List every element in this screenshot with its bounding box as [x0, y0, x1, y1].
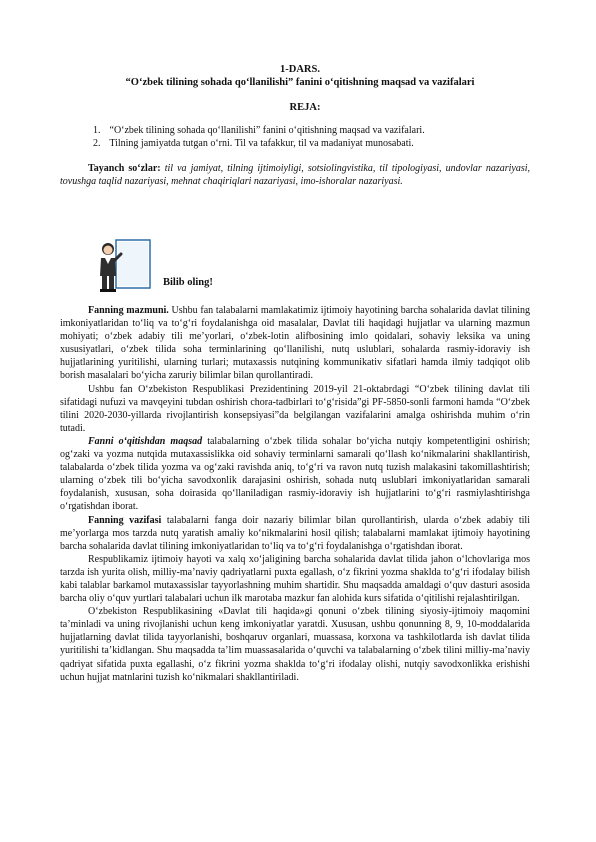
reading-person-illustration	[94, 236, 156, 294]
lesson-number: 1-DARS.	[280, 64, 320, 75]
plan-item-text: “O‘zbek tilining sohada qo‘llanilishi” fanini o‘qitishning maqsad va vazifalari.	[109, 125, 425, 136]
paragraph-law: O‘zbekiston Respublikasining «Davlat tili haqida»gi qonuni o‘zbek tilining siyosiy-ijtimoiy maqomini ta’minladi va uning rivojlanishi uchun keng imkoniyatlar yaratdi. Xususan, ushbu qonunning 8, 9, 10-moddalarida hujjatlarning davlat tilida tayyorlanishi, boshqaruv organlari, muassasa, korxona va tashkilotlarda ish davlat tilida yuritilishi ta’kidlangan. Shu maqsadda ta’lim muassasalarida o‘quvchi va talabalarning o‘zbek tilini milliy-ma’naviy qadriyat sifatida puxta egallashi, o‘z fikrini yozma shaklda to‘g‘ri ifodalay olishi, nutqiy savodxonlikka erishishi uchun hujjat matnlarini tuzish ko‘nikmalari shakllantiriladi.	[60, 606, 530, 683]
paragraph-lead: Fanning mazmuni.	[88, 305, 169, 316]
plan-heading: REJA:	[289, 102, 321, 113]
plan-item	[93, 138, 553, 149]
paragraph-lead: Fanning vazifasi	[88, 514, 162, 526]
paragraph-decree: Ushbu fan O‘zbekiston Respublikasi Prezidentining 2019-yil 21-oktabrdagi “O‘zbek tilining davlat tili sifatidagi nufuzi va mavqeyini tubdan oshirish chora-tadbirlari to‘g‘risida”gi PF-5850-sonli farmoni hamda “O‘zbek tilini 2020-2030-yillarda rivojlantirish konsepsiyasi”da belgilangan vazifalarini amalga oshirishda muhim o‘rin tutadi.	[60, 383, 530, 434]
plan-item-text: Tilning jamiyatda tutgan o‘rni. Til va tafakkur, til va madaniyat munosabati.	[109, 138, 414, 149]
plan-item-number: 1.	[93, 125, 101, 136]
plan-item-number: 2.	[93, 138, 101, 149]
main-text	[60, 304, 530, 684]
paragraph-text: talabalarning o‘zbek tilida sohalar bo‘yicha nutqiy kompetentligini oshirish; og‘zaki va yozma nutqida mutaxassislikka oid sohaviy terminlarni samarali qo‘llash ko‘nikmalarini shakllantirish, talabalarda o‘zbek tilida yozma va og‘zaki ravishda aniq, to‘g‘ri va ravon nutq tuzish malakasini takomillashtirish; ularning o‘zbek tili bo‘yicha savodxonlik darajasini oshirish, sohada nutq uslublari imkoniyatlaridan samarali foydalanish, xususan, soha doirasida qo‘llaniladigan rasmiy-idoraviy ish hujjatlarini to‘g‘ri rasmiylashtirishga o‘rgatishdan iborat.	[60, 435, 530, 513]
paragraph-content	[60, 304, 530, 383]
paragraph-lead: Fanni o‘qitishdan maqsad	[88, 435, 203, 447]
plan-item	[93, 125, 553, 136]
paragraph-tasks	[60, 514, 530, 553]
keywords-paragraph	[60, 162, 530, 188]
paragraph-text: talabalarni fanga doir nazariy bilimlar bilan qurollantirish, ularda o‘zbek adabiy tili me’yorlarga mos tarzda nutq yaratish amaliy ko‘nikmalarini hosil qilish; talabalarni mamlakat ijtimoiy hayotining barcha sohalarida davlat tilining imkoniyatlaridan to‘liq va to‘g‘ri foydalanishga o‘rgatishdan iborat.	[60, 514, 530, 552]
paragraph-requirements: Respublikamiz ijtimoiy hayoti va xalq xo‘jaligining barcha sohalarida davlat tilida jahon o‘lchovlariga mos tarzda ish yurita olish, milliy-ma’naviy qadriyatlarni puxta egallash, o‘z fikrini yozma shaklda to‘g‘ri ifodalay bilish kabi talablar barkamol mutaxassislar tayyorlashning muhim shartidir. Shu maqsadda amaldagi o‘quv dasturi asosida barcha oliy o‘quv yurtlari talabalari uchun ilk marotaba mazkur fan alohida kurs sifatida o‘qitilishi rejalashtirilgan.	[60, 553, 530, 605]
paragraph-goal	[60, 435, 530, 514]
lesson-title: “O‘zbek tilining sohada qo‘llanilishi” fanini o‘qitishning maqsad va vazifalari	[125, 77, 475, 88]
paragraph-text: Ushbu fan talabalarni mamlakatimiz ijtimoiy hayotining barcha sohalarida davlat tilining imkoniyatlaridan to‘liq va to‘g‘ri foydalanishga oid masalalar, Davlat tili haqidagi hujjatlar va ularning mazmun mohiyati; o‘zbek adabiy tili me’yorlari, o‘zbek-lotin alifbosining imlo qoidalari, sohaviy leksika va uning xususiyatlari, o‘zbek tilida soha terminlarining qo‘llanilishi, nutq uslublari, sohalarda rasmiy-idoraviy ish hujjatlarining yuritilishi, ularning turlari; mutaxassis nutqining kommunikativ sifatlari hamda ilmiy tadqiqot olib borish masalalari bo‘yicha zaruriy bilimlar bilan qurollantiradi.	[60, 305, 530, 382]
keywords-label: Tayanch so‘zlar:	[88, 163, 161, 174]
keywords-text: til va jamiyat, tilning ijtimoiyligi, sotsiolingvistika, til tipologiyasi, undovlar nazariyasi, tovushga taqlid nazariyasi, mehnat chaqiriqlari nazariyasi, imo-ishoralar nazariyasi.	[60, 163, 530, 188]
callout-label: Bilib oling!	[163, 277, 213, 288]
